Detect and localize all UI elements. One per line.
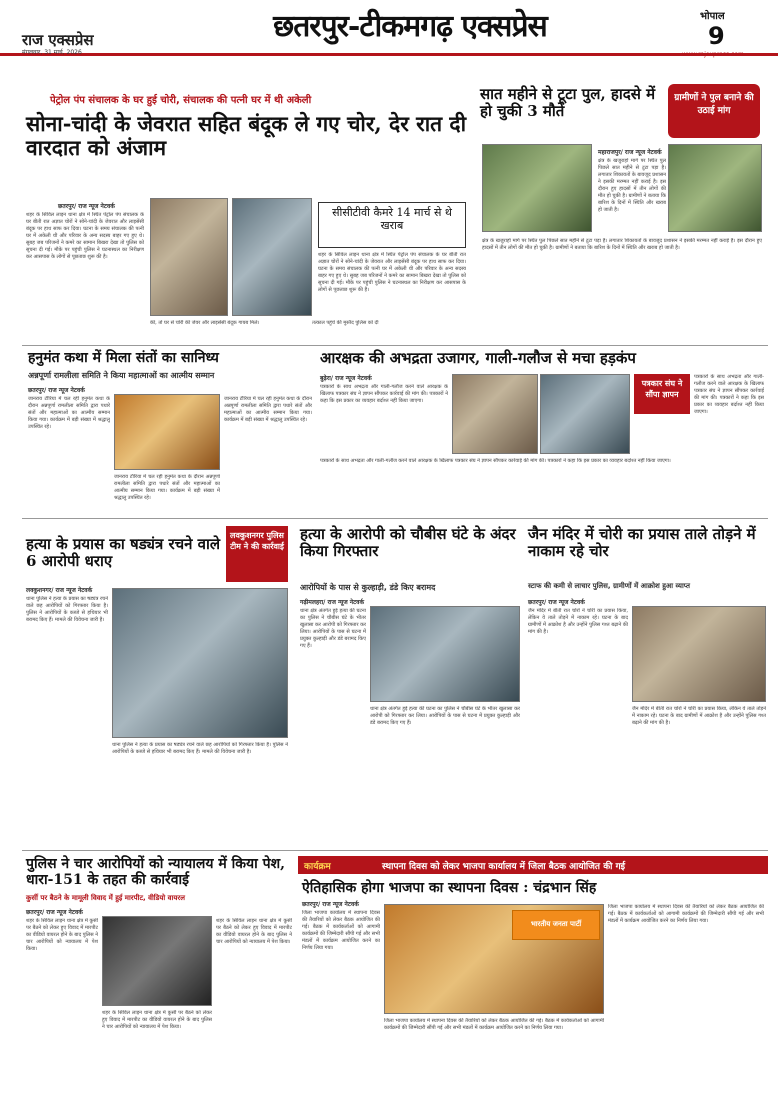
story-headline: आरक्षक की अभद्रता उजागर, गाली-गलौज से मचा हड़कंप [320, 349, 636, 367]
divider [22, 345, 768, 346]
story-body-3: शहर के सिविल लाइन थाना क्षेत्र में कुर्सी पर बैठने को लेकर हुए विवाद में मारपीट का वीडियो वायरल होने के बाद पुलिस ने चार आरोपियों को न्यायालय में पेश किया। [102, 1010, 212, 1030]
story-body: जैन मंदिर में बीती रात चोरों ने चोरी का प्रयास किया, लेकिन वे ताले तोड़ने में नाकाम रहे। घटना के बाद ग्रामीणों में आक्रोश है और उन्होंने पुलिस गश्त बढ़ाने की मांग की है। [528, 608, 628, 635]
story-byline: छतरपुर/ राज न्यूज नेटवर्क [302, 901, 359, 908]
photo-police-team [370, 606, 520, 702]
story-byline: छतरपुर/ राज न्यूज नेटवर्क [528, 599, 585, 606]
story-murder-accused-arrest [298, 522, 522, 847]
story-dek: अन्नपूर्णा रामलीला समिति ने किया महात्माओं का आत्मीय सम्मान [28, 371, 215, 380]
photo-caption: की, तो घर से चोरी की जेवर और लाइसेंसी बंदूक गायब मिले। [150, 320, 260, 326]
photo-temple [632, 606, 766, 702]
photo-accused [112, 588, 288, 738]
event-band-text: स्थापना दिवस को लेकर भाजपा कार्यालय में जिला बैठक आयोजित की गई [382, 862, 626, 872]
police-team-badge: लवकुशनगर पुलिस टीम ने की कार्रवाई [226, 526, 288, 582]
story-kicker: पेट्रोल पंप संचालक के घर हुई चोरी, संचालक की पत्नी घर में थी अकेली [50, 95, 312, 106]
edition-title: छतरपुर-टीकमगढ़ एक्सप्रेस [273, 9, 547, 44]
page-number: 9 [708, 22, 725, 50]
story-headline: ऐतिहासिक होगा भाजपा का स्थापना दिवस : चंद्रभान सिंह [302, 880, 597, 896]
story-body-3: जिला भाजपा कार्यालय में स्थापना दिवस की तैयारियों को लेकर बैठक आयोजित की गई। बैठक में कार्यकर्ताओं को आगामी कार्यक्रमों की जिम्मेदारी सौंपी गई और सभी मंडलों में कार्यक्रम आयोजित करने का निर्णय लिया गया। [384, 1018, 604, 1031]
story-byline: छतरपुर/ राज न्यूज नेटवर्क [58, 203, 115, 210]
story-byline: बुढ़ेरा/ राज न्यूज नेटवर्क [320, 375, 372, 382]
brand-name: राज एक्सप्रेस [22, 31, 94, 49]
story-headline: सोना-चांदी के जेवरात सहित बंदूक ले गए चोर, देर रात दी वारदात को अंजाम [26, 111, 467, 161]
story-body: शहर के सिविल लाइन थाना क्षेत्र में कुर्सी पर बैठने को लेकर हुए विवाद में मारपीट का वीडियो वायरल होने के बाद पुलिस ने चार आरोपियों को न्यायालय में पेश किया। [26, 918, 98, 952]
story-body-2: पत्रकारों के साथ अभद्रता और गाली-गलौज करने वाले आरक्षक के खिलाफ पत्रकार संघ ने ज्ञापन सौंपकर कार्रवाई की मांग की। पत्रकारों ने कहा कि इस प्रकार का व्यवहार बर्दाश्त नहीं किया जाएगा। [694, 374, 764, 415]
story-headline: हनुमंत कथा में मिला संतों का सानिध्य [28, 350, 219, 366]
story-byline: लवकुशनगर/ राज न्यूज नेटवर्क [26, 587, 93, 594]
callout-text: सीसीटीवी कैमरे 14 मार्च से थे खराब [332, 206, 452, 232]
story-body-2: थाना क्षेत्र अंतर्गत हुई हत्या की घटना का पुलिस ने चौबीस घंटे के भीतर खुलासा कर आरोपी को गिरफ्तार कर लिया। आरोपियों के पास से घटना में प्रयुक्त कुल्हाड़ी और डंडे बरामद किए गए हैं। [370, 706, 520, 726]
story-headline: जैन मंदिर में चोरी का प्रयास ताले तोड़ने में नाकाम रहे चोर [528, 525, 756, 561]
story-body-2: शहर के सिविल लाइन थाना क्षेत्र में स्थित पेट्रोल पंप संचालक के घर बीती रात अज्ञात चोरों ने सोने-चांदी के जेवरात और लाइसेंसी बंदूक पर हाथ साफ कर दिया। घटना के समय संचालक की पत्नी घर में अकेली थी और परिवार के अन्य सदस्य बाहर गए हुए थे। सुबह जब परिजनों ने कमरे का सामान बिखरा देखा तो पुलिस को सूचना दी गई। मौके पर पहुंची पुलिस ने घटनास्थल का निरीक्षण कर आसपास के लोगों से पूछताछ शुरू की है। [318, 252, 466, 293]
story-bjp-foundation-day [298, 856, 768, 1102]
story-headline: हत्या के आरोपी को चौबीस घंटे के अंदर किया गिरफ्तार [300, 525, 516, 561]
story-hanumant-katha [22, 350, 312, 515]
story-body-3: जानराय टौरिया में चल रही हनुमंत कथा के दौरान अन्नपूर्णा रामलीला समिति द्वारा पधारे संतों और महात्माओं का आत्मीय सम्मान किया गया। कार्यक्रम में बड़ी संख्या में श्रद्धालु उपस्थित रहे। [114, 474, 220, 501]
divider [22, 518, 768, 519]
event-band [298, 856, 768, 874]
story-body-2: जैन मंदिर में बीती रात चोरों ने चोरी का प्रयास किया, लेकिन वे ताले तोड़ने में नाकाम रहे। घटना के बाद ग्रामीणों में आक्रोश है और उन्होंने पुलिस गश्त बढ़ाने की मांग की है। [632, 706, 766, 726]
story-broken-bridge [478, 82, 768, 342]
story-headline: पुलिस ने चार आरोपियों को न्यायालय में किया पेश, धारा-151 के तहत की कार्रवाई [26, 856, 285, 889]
photo-crime-scene [232, 198, 312, 316]
story-body-3: पत्रकारों के साथ अभद्रता और गाली-गलौज करने वाले आरक्षक के खिलाफ पत्रकार संघ ने ज्ञापन सौंपकर कार्रवाई की मांग की। पत्रकारों ने कहा कि इस प्रकार का व्यवहार बर्दाश्त नहीं किया जाएगा। [320, 458, 671, 464]
story-body: पत्रकारों के साथ अभद्रता और गाली-गलौज करने वाले आरक्षक के खिलाफ पत्रकार संघ ने ज्ञापन सौंपकर कार्रवाई की मांग की। पत्रकारों ने कहा कि इस प्रकार का व्यवहार बर्दाश्त नहीं किया जाएगा। [320, 384, 448, 404]
story-court-produced [22, 856, 294, 1102]
story-byline: छतरपुर/ राज न्यूज नेटवर्क [26, 909, 83, 916]
story-dek: स्टाफ की कमी से लाचार पुलिस, ग्रामीणों में आक्रोश हुआ व्याप्त [528, 582, 690, 590]
website-link[interactable]: www.rajexpress.com [682, 51, 744, 58]
photo-theft-scene [150, 198, 228, 316]
story-body-2: जानराय टौरिया में चल रही हनुमंत कथा के दौरान अन्नपूर्णा रामलीला समिति द्वारा पधारे संतों और महात्माओं का आत्मीय सम्मान किया गया। कार्यक्रम में बड़ी संख्या में श्रद्धालु उपस्थित रहे। [224, 396, 312, 423]
story-byline: छतरपुर/ राज न्यूज नेटवर्क [28, 387, 85, 394]
divider [22, 850, 768, 851]
story-body-2: क्षेत्र के खजुराहो मार्ग पर स्थित पुल पिछले सात महीने से टूटा पड़ा है। लगातार शिकायतों के बावजूद प्रशासन ने इसकी मरम्मत नहीं कराई है। इस दौरान हुए हादसों में तीन लोगों की मौत हो चुकी है। ग्रामीणों ने बताया कि बारिश के दिनों में स्थिति और खराब हो जाती है। [482, 238, 762, 251]
bjp-banner-text: भारतीय जनता पार्टी [530, 920, 582, 928]
issue-date: मंगलवार, 31 मार्च, 2026 [22, 49, 82, 56]
story-body: शहर के सिविल लाइन थाना क्षेत्र में स्थित पेट्रोल पंप संचालक के घर बीती रात अज्ञात चोरों ने सोने-चांदी के जेवरात और लाइसेंसी बंदूक पर हाथ साफ कर दिया। घटना के समय संचालक की पत्नी घर में अकेली थी और परिवार के अन्य सदस्य बाहर गए हुए थे। सुबह जब परिजनों ने कमरे का सामान बिखरा देखा तो पुलिस को सूचना दी गई। मौके पर पहुंची पुलिस ने घटनास्थल का निरीक्षण कर आसपास के लोगों से पूछताछ शुरू की है। [26, 212, 144, 260]
story-headline: सात महीने से टूटा पुल, हादसे में हो चुकी 3 मौतें [480, 85, 656, 121]
callout-box [318, 202, 466, 248]
story-constable-misconduct [316, 350, 768, 515]
story-headline: हत्या के प्रयास का षड्यंत्र रचने वाले 6 आरोपी धराए [26, 535, 221, 571]
story-byline: गढ़ीमलहरा/ राज न्यूज नेटवर्क [300, 599, 365, 606]
photo-memorandum [452, 374, 538, 454]
photo-accused-court [102, 916, 212, 1006]
story-jain-temple [526, 522, 768, 847]
event-band-label: कार्यक्रम [304, 862, 331, 872]
photo-bridge-2 [668, 144, 762, 232]
story-murder-conspiracy [22, 522, 292, 847]
journalist-union-badge: पत्रकार संघ ने सौंपा ज्ञापन [634, 374, 690, 414]
story-body: जिला भाजपा कार्यालय में स्थापना दिवस की तैयारियों को लेकर बैठक आयोजित की गई। बैठक में कार्यकर्ताओं को आगामी कार्यक्रमों की जिम्मेदारी सौंपी गई और सभी मंडलों में कार्यक्रम आयोजित करने का निर्णय लिया गया। [302, 910, 380, 951]
photo-katha [114, 394, 220, 470]
story-body: थाना पुलिस ने हत्या के प्रयास का षड्यंत्र रचने वाले छह आरोपियों को गिरफ्तार किया है। पुलिस ने आरोपियों के कब्जे से हथियार भी बरामद किए हैं। मामले की विवेचना जारी है। [26, 596, 108, 623]
story-body-2: जिला भाजपा कार्यालय में स्थापना दिवस की तैयारियों को लेकर बैठक आयोजित की गई। बैठक में कार्यकर्ताओं को आगामी कार्यक्रमों की जिम्मेदारी सौंपी गई और सभी मंडलों में कार्यक्रम आयोजित करने का निर्णय लिया गया। [608, 904, 764, 924]
story-jewelry-theft [22, 62, 472, 340]
masthead [0, 0, 778, 56]
city-label: भोपाल [700, 11, 725, 22]
story-dek: आरोपियों के पास से कुल्हाड़ी, डंडे किए बरामद [300, 583, 436, 592]
story-body: थाना क्षेत्र अंतर्गत हुई हत्या की घटना का पुलिस ने चौबीस घंटे के भीतर खुलासा कर आरोपी को गिरफ्तार कर लिया। आरोपियों के पास से घटना में प्रयुक्त कुल्हाड़ी और डंडे बरामद किए गए हैं। [300, 608, 366, 649]
story-body: क्षेत्र के खजुराहो मार्ग पर स्थित पुल पिछले सात महीने से टूटा पड़ा है। लगातार शिकायतों के बावजूद प्रशासन ने इसकी मरम्मत नहीं कराई है। इस दौरान हुए हादसों में तीन लोगों की मौत हो चुकी है। ग्रामीणों ने बताया कि बारिश के दिनों में स्थिति और खराब हो जाती है। [598, 158, 666, 213]
bjp-banner [512, 910, 600, 940]
story-byline: महाराजपुर/ राज न्यूज नेटवर्क [598, 149, 662, 156]
side-badge: ग्रामीणों ने पुल बनाने की उठाई मांग [668, 84, 760, 138]
story-body-2: शहर के सिविल लाइन थाना क्षेत्र में कुर्सी पर बैठने को लेकर हुए विवाद में मारपीट का वीडियो वायरल होने के बाद पुलिस ने चार आरोपियों को न्यायालय में पेश किया। [216, 918, 292, 945]
story-body: जानराय टौरिया में चल रही हनुमंत कथा के दौरान अन्नपूर्णा रामलीला समिति द्वारा पधारे संतों और महात्माओं का आत्मीय सम्मान किया गया। कार्यक्रम में बड़ी संख्या में श्रद्धालु उपस्थित रहे। [28, 396, 110, 430]
photo-journalists [540, 374, 630, 454]
story-dek: कुर्सी पर बैठने के मामूली विवाद में हुई मारपीट, वीडियो वायरल [26, 894, 186, 902]
photo-bridge [482, 144, 592, 232]
story-body-2: थाना पुलिस ने हत्या के प्रयास का षड्यंत्र रचने वाले छह आरोपियों को गिरफ्तार किया है। पुलिस ने आरोपियों के कब्जे से हथियार भी बरामद किए हैं। मामले की विवेचना जारी है। [112, 742, 288, 755]
photo-caption-2: तत्काल पहुंचे की मुस्तैद पुलिस को दी [312, 320, 379, 326]
